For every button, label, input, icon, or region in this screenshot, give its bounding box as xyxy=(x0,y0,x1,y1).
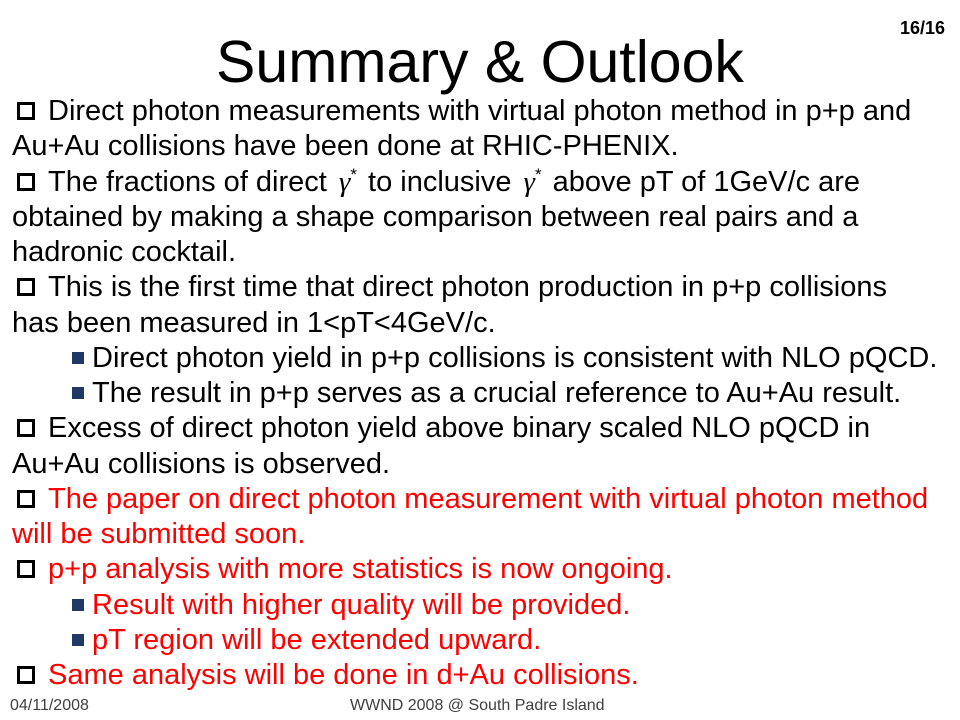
bullet-line xyxy=(0,552,960,587)
hollow-square-bullet-icon xyxy=(17,278,35,296)
gamma-symbol: γ xyxy=(338,165,351,198)
hollow-square-bullet-icon xyxy=(17,173,35,191)
hollow-square-bullet-icon xyxy=(17,666,35,684)
bullet-text: p+p analysis with more statistics is now ongoing. xyxy=(48,553,673,586)
bullet-continuation-line: obtained by making a shape comparison between real pairs and a xyxy=(12,200,859,233)
sub-bullet-text: Result with higher quality will be provided. xyxy=(92,588,631,621)
page-number: 16/16 xyxy=(899,18,945,38)
superscript-star: * xyxy=(350,164,357,184)
bullet-text: Direct photon measurements with virtual photon method in p+p and xyxy=(48,95,912,127)
bullet-continuation-line: will be submitted soon. xyxy=(12,518,306,550)
bullet-continuation-line: hadronic cocktail. xyxy=(12,236,237,268)
hollow-square-bullet-icon xyxy=(17,560,35,578)
bullet-line xyxy=(0,270,960,305)
bullet-text: The paper on direct photon measurement with virtual photon method xyxy=(48,482,929,515)
bullet-text: Same analysis will be done in d+Au collisions. xyxy=(48,659,639,691)
bullet-continuation-line: has been measured in 1<pT<4GeV/c. xyxy=(12,306,496,339)
bullet-list xyxy=(0,94,960,693)
gamma-symbol: γ xyxy=(523,165,535,198)
sub-bullet-line xyxy=(0,376,960,411)
sub-bullet-text: The result in p+p serves as a crucial reference to Au+Au result. xyxy=(92,377,902,409)
filled-square-bullet-icon xyxy=(72,387,84,399)
filled-square-bullet-icon xyxy=(72,599,84,611)
bullet-text: to inclusive xyxy=(359,165,520,198)
bullet-continuation-line: Au+Au collisions is observed. xyxy=(12,447,391,480)
bullet-line xyxy=(0,482,960,517)
footer-date: 04/11/2008 xyxy=(10,697,89,714)
bullet-line xyxy=(0,411,960,446)
filled-square-bullet-icon xyxy=(72,634,84,646)
sub-bullet-text: pT region will be extended upward. xyxy=(92,623,542,656)
bullet-line xyxy=(0,165,960,200)
bullet-text: The fractions of direct xyxy=(48,165,335,198)
bullet-text: above pT of 1GeV/c are xyxy=(544,165,861,198)
hollow-square-bullet-icon xyxy=(17,419,35,437)
bullet-line xyxy=(0,658,960,693)
bullet-line xyxy=(0,94,960,129)
superscript-star: * xyxy=(534,164,542,184)
hollow-square-bullet-icon xyxy=(17,102,35,120)
hollow-square-bullet-icon xyxy=(17,490,35,508)
bullet-text: Excess of direct photon yield above binary scaled NLO pQCD in xyxy=(48,412,871,445)
bullet-continuation-line: Au+Au collisions have been done at RHIC-PHENIX. xyxy=(12,130,679,163)
sub-bullet-line xyxy=(0,588,960,623)
slide-title: Summary & Outlook xyxy=(216,29,744,95)
bullet-text: This is the first time that direct photon production in p+p collisions xyxy=(48,271,888,304)
sub-bullet-line xyxy=(0,341,960,376)
sub-bullet-line xyxy=(0,623,960,658)
filled-square-bullet-icon xyxy=(72,352,84,364)
footer-event: WWND 2008 @ South Padre Island xyxy=(350,697,605,714)
sub-bullet-text: Direct photon yield in p+p collisions is consistent with NLO pQCD. xyxy=(92,341,938,374)
